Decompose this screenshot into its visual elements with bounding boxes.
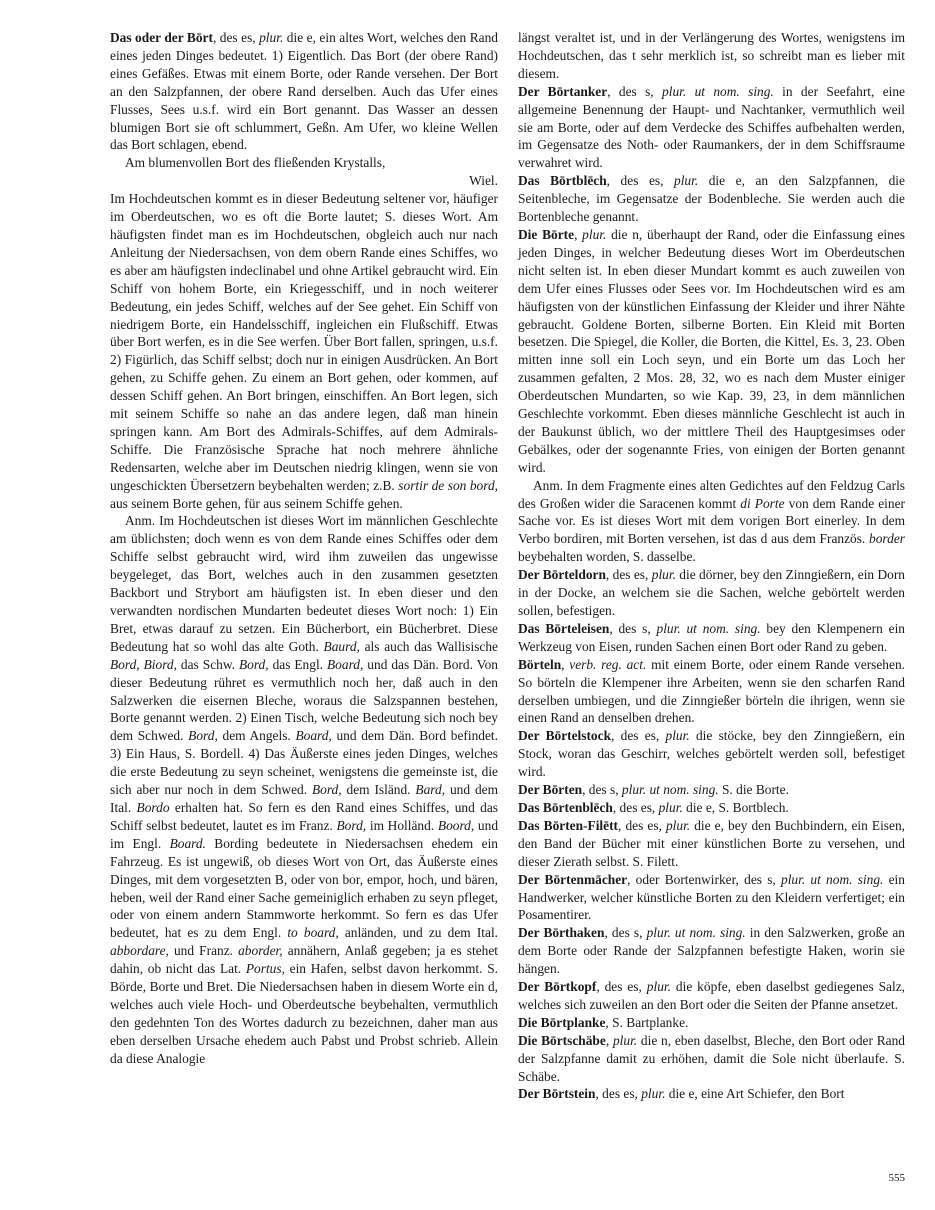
paragraph: längst veraltet ist, und in der Verlängerung des Wortes, wenigstens im Hochdeutschen, das t sehr merklich ist, so schreibt man es lieber mit diesem. xyxy=(518,30,905,81)
dictionary-entry xyxy=(518,226,905,477)
entry-definition: , des es, plur. die stöcke, bey den Zinngießern, ein Stock, woran das Geschirr, welches gebörtelt werden soll, befestiget wird. xyxy=(518,728,905,780)
entry-definition: , des s, plur. ut nom. sing. S. die Borte. xyxy=(582,782,789,798)
entry-definition: , des es, plur. die e, S. Bortblech. xyxy=(612,799,789,815)
page-number: 555 xyxy=(888,1172,905,1184)
entry-headword: Der Bōrteldorn xyxy=(518,567,606,583)
dictionary-entry xyxy=(518,566,905,620)
entry-definition: , des s, plur. ut nom. sing. in den Salzwerken, große an dem Borte oder Rande der Salzpfannen befestigte Haken, worin sie hängen. xyxy=(518,925,905,977)
dictionary-entry xyxy=(518,817,905,871)
entry-headword: Der Bōrthaken xyxy=(518,925,605,941)
indented-paragraph: Am blumenvollen Bort des fließenden Krystalls, xyxy=(125,155,386,171)
entry-definition: , des es, plur. die köpfe, eben daselbst gediegenes Salz, welches sich zuweilen an den Bort oder die Seiten der Pfanne ansetzet. xyxy=(518,979,906,1012)
entry-definition: , des es, plur. die e, ein altes Wort, welches den Rand eines jeden Dinges bedeutet. 1) Eigentlich. Das Bort (der obere Rand) eines Gefäßes. Etwas mit einem Borte, oder Rande versehen. Der Bort an den Salzpfannen, der obere Rand derselben. Auch das Ufer eines Flusses, Sees u.s.f. wird ein Bort genannt. Das Wasser an dessen blumigen Bort sie oft schlummert, Geßn. Am Ufer, wo kleine Wellen das Bort schlagen, ebend. xyxy=(110,30,498,153)
dictionary-entry xyxy=(518,1032,905,1086)
entry-headword: Das oder der Bōrt xyxy=(110,30,213,45)
dictionary-entry xyxy=(518,620,905,656)
entry-definition: , plur. die n, überhaupt der Rand, oder die Einfassung eines jeden Dinges, in welcher Bedeutung dieses Wort im Oberdeutschen nicht selten ist. In eben dieser Mundart kommt es auch zuweilen von dem Ufer eines Flusses oder Sees vor. Im Hochdeutschen wird es am häufigsten von der künstlichen Einfassung der Kleider und ihrer Nähte gebraucht. Goldene Borten, silberne Borten. Ein Kleid mit Borten besetzen. Die Spiegel, die Koller, die Borten, die Kittel, Es. 3, 23. Oben mitten inne soll ein Loch seyn, und ein Borte um das Loch her zusammen gefalten, 2 Mos. 28, 32, wo es nach dem Muster einiger Oberdeutschen Mundarten, so wie Kap. 39, 23, in dem männlichen Geschlechte vorkommt. Eben dieses männliche Geschlecht ist auch in der Baukunst üblich, wo der mittlere Theil des Hauptgesimses oder Gebälkes, oder der sogenannte Fries, von einigen der Borten genannt wird. xyxy=(518,226,905,475)
entry-headword: Der Bōrtelstock xyxy=(518,728,612,744)
entry-headword: Das Bōrten-Filētt xyxy=(518,817,619,833)
dictionary-entry xyxy=(110,29,498,154)
entry-headword: Die Bōrtschäbe xyxy=(518,1032,606,1048)
dictionary-entry xyxy=(518,83,905,173)
dictionary-entry xyxy=(518,1085,905,1103)
indented-paragraph: Anm. Im Hochdeutschen ist dieses Wort im männlichen Geschlechte am üblichsten; doch wenn es von dem Rande eines Schiffes oder dem Schiffe selbst gebraucht wird, wird ihm zuweilen das ungewisse beygeleget, das Bort, welches auch in den zusammen gesetzten Backbort und Strybort am häufigsten ist. In eben dieser und den verwandten nordischen Mundarten bedeutet dieses Wort noch: 1) Ein Bret, etwas darauf zu setzen. Ein Bücherbort, ein Bücherbret. Diese Bedeutung hat so wohl das alte Goth. Baurd, als auch das Wallisische Bord, Biord, das Schw. Bord, das Engl. Board, und das Dän. Bord. Von dieser Bedeutung rühret es vermuthlich noch her, daß auch in den Salzwerken die eisernen Bleche, woraus die Salzspannen bestehen, Borte genannt werden. 2) Einen Tisch, welche Bedeutung sich noch bey dem Schwed. Bord, dem Angels. Board, und dem Dän. Bord befindet. 3) Ein Haus, S. Bordell. 4) Das Äußerste eines jeden Dinges, welches die erste Bedeutung zu seyn scheinet, wenigstens die gemeinste ist, die sich aber nur noch in dem Schwed. Bord, dem Isländ. Bard, und dem Ital. Bordo erhalten hat. So fern es den Rand eines Schiffes, und das Schiff selbst bedeutet, lautet es im Franz. Bord, im Holländ. Boord, und im Engl. Board. Bording bedeutete in Niedersachsen ehedem ein Fahrzeug. Es ist ungewiß, ob dieses Wort von Ort, das Äußerste eines Dinges, mit dem vorgesetzten B, oder von bor, empor, hoch, und bären, heben, weil der Rand einer Sache gemeiniglich erhaben zu seyn pfleget, oder von einem andern Stammworte herkommt. So fern es das Ufer bedeutet, hat es zu dem Engl. to board, anländen, und zu dem Ital. abbordare, und Franz. aborder, annähern, Anlaß gegeben; ja es stehet dahin, ob nicht das Lat. Portus, ein Hafen, selbst davon herkommt. S. Börde, Borte und Bret. Die Niedersachsen haben in diesem Worte ein d, welches auch viele Hoch- und Oberdeutsche beybehalten, vermuthlich den gedehnten Ton des Wortes dadurch zu bezeichnen, daher man aus eben derselben Ursache ehedem auch Pabst und Probst schrieb. Allein da diese Analogie xyxy=(110,513,499,1066)
dictionary-entry xyxy=(518,799,905,817)
dictionary-entry xyxy=(518,781,905,799)
entry-definition: , des es, plur. die e, eine Art Schiefer, den Bort xyxy=(595,1086,845,1102)
entry-definition: , des es, plur. die e, bey den Buchbindern, ein Eisen, den Band der Bücher mit einer künstlichen Borte zu versehen, und dieser Zierath selbst. S. Filett. xyxy=(518,817,905,869)
entry-definition: , S. Bartplanke. xyxy=(605,1014,689,1030)
right-column xyxy=(518,29,905,1103)
entry-headword: Der Bōrtkopf xyxy=(518,979,597,995)
dictionary-entry xyxy=(518,978,905,1014)
dictionary-entry xyxy=(518,727,905,781)
entry-definition: , des es, plur. die e, an den Salzpfannen, die Seitenbleche, im Gegensatze der Bodenbleche. Sie werden auch die Bortenbleche genannt. xyxy=(518,173,905,225)
entry-definition: , des s, plur. ut nom. sing. bey den Klempenern ein Werkzeug von Eisen, runden Sachen einen Bort oder Rand zu geben. xyxy=(518,620,905,654)
paragraph: Im Hochdeutschen kommt es in dieser Bedeutung seltener vor, häufiger im Oberdeutschen, wo es oft die Borte lautet; S. dieses Wort. Am häufigsten findet man es im Hochdeutschen, obgleich auch nur nach Anleitung der Niedersachsen, von dem obern Rande eines Schiffes, wo es aber am häufigsten indeclinabel und ohne Artikel gebraucht wird. Ein Schiff von hohem Borte, ein Kriegesschiff, und in noch weiterer Bedeutung, ein jedes Schiff, welches auf der See gehet. Ein Schiff von niedrigem Borte, ein Handelsschiff, ingleichen ein Flußschiff. Etwas über Bort werfen, es in die See werfen. Über Bort fallen, springen, u.s.f. 2) Figürlich, das Schiff selbst; doch nur in einigen Ausdrücken. An Bort gehen, zu Schiffe gehen. Zu einem an Bort gehen, oder kommen, auf dessen Schiff gehen. An Bort bringen, einschiffen. An Bort legen, sich mit seinem Schiffe so nahe an das andere legen, daß man hinein springen kann. Am Bort des Admirals-Schiffes, auf dem Admirals-Schiffe. Die Französische Sprache hat noch mehrere ähnliche Redensarten, welche aber im Deutschen niedrig klingen, wenn sie von ungeschickten Übersetzern beybehalten werden; z.B. sortir de son bord, aus seinem Borte gehen, für aus seinem Schiffe gehen. xyxy=(110,191,498,511)
entry-headword: Der Bōrtstein xyxy=(518,1086,596,1102)
quote-attribution: Wiel. xyxy=(469,173,498,189)
dictionary-entry xyxy=(518,1014,905,1032)
dictionary-entry xyxy=(518,924,905,978)
indented-paragraph: Anm. In dem Fragmente eines alten Gedichtes auf den Feldzug Carls des Großen wider die Saracenen kommt di Porte von dem Rande einer Sache vor. Es ist dieses Wort mit dem vorigen Bort einerley. In dem Verbo bordiren, mit Borten versehen, ist das d aus dem Französ. border beybehalten worden, S. dasselbe. xyxy=(518,477,905,565)
entry-headword: Der Bōrten xyxy=(518,782,583,798)
entry-headword: Der Bōrtenmācher xyxy=(518,871,628,887)
dictionary-entry xyxy=(518,656,905,728)
entry-definition: , des es, plur. die dörner, bey den Zinngießern, ein Dorn in der Docke, an welchem sie die Sachen, welche gebörtelt werden sollen, befestigen. xyxy=(518,567,906,618)
entry-headword: Das Bōrtblēch xyxy=(518,173,607,189)
dictionary-entry xyxy=(518,871,905,925)
left-column xyxy=(110,29,498,1068)
entry-definition: , plur. die n, eben daselbst, Bleche, den Bort oder Rand der Salzpfanne damit zu erhöhen, damit die Sole nicht überlaufe. S. Schäbe. xyxy=(518,1032,905,1084)
entry-headword: Börteln xyxy=(518,656,562,672)
entry-headword: Der Bōrtanker xyxy=(518,83,608,99)
entry-headword: Die Bōrte xyxy=(518,226,575,242)
entry-definition: , verb. reg. act. mit einem Borte, oder einem Rande versehen. So börteln die Klempener ihre Arbeiten, wenn sie den scharfen Rand derselben umbiegen, und die Zinngießer börteln die ihrigen, wenn sie einen Rand an denselben drehen. xyxy=(518,656,905,726)
entry-definition: , des s, plur. ut nom. sing. in der Seefahrt, eine allgemeine Benennung der Haupt- und Nachtanker, vermuthlich weil sie am Borte, oder auf dem Verdecke des Schiffes aufbehalten werden, im Gegensatze des Noth- oder Raumankers, der in dem Schiffsraume verwahret wird. xyxy=(518,83,906,171)
entry-headword: Die Bōrtplanke xyxy=(518,1014,606,1030)
entry-headword: Das Bōrtenblēch xyxy=(518,799,613,815)
entry-definition: , oder Bortenwirker, des s, plur. ut nom. sing. ein Handwerker, welcher künstliche Borten zu den Kleidern verfertiget; ein Posamentirer. xyxy=(518,871,905,923)
dictionary-entry xyxy=(518,172,905,226)
entry-headword: Das Bōrteleisen xyxy=(518,620,610,636)
